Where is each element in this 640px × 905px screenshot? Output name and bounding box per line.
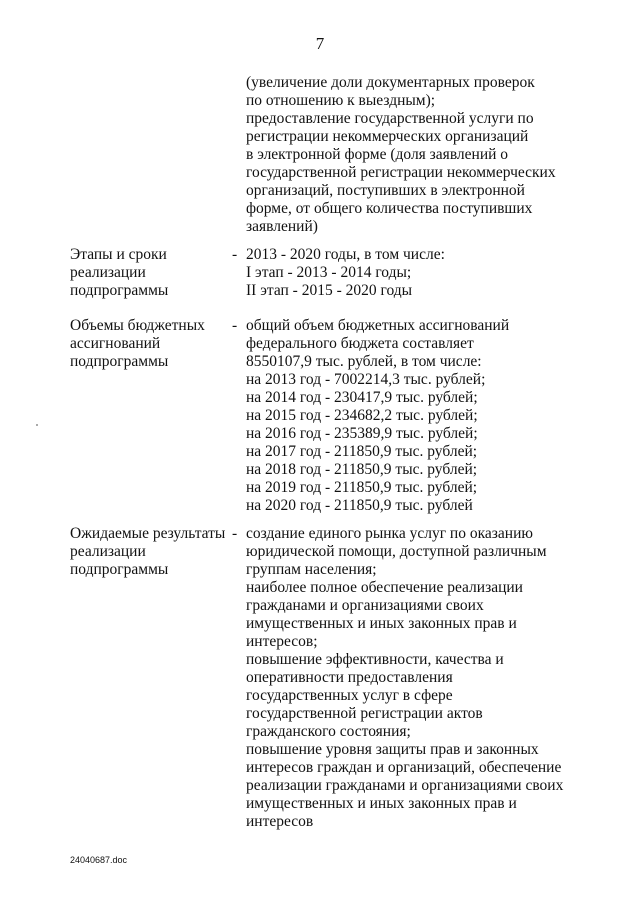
intro-line: форме, от общего количества поступивших [246,200,533,217]
section-label-line: подпрограммы [70,561,169,578]
section-value-line: юридической помощи, доступной различным [246,543,547,560]
section-value-line: на 2020 год - 211850,9 тыс. рублей [246,497,473,514]
section-value-line: интересов [246,813,314,830]
section-value-line: на 2017 год - 211850,9 тыс. рублей; [246,443,478,460]
section-label-line: ассигнований [70,335,161,352]
section-value-line: повышение эффективности, качества и [246,651,504,668]
section-value-line: на 2015 год - 234682,2 тыс. рублей; [246,407,478,424]
section-value-line: группам населения; [246,561,377,578]
footer-filename: 24040687.doc [70,855,128,865]
section-value-line: гражданского состояния; [246,723,411,740]
section-value-line: общий объем бюджетных ассигнований [246,317,510,334]
section-label-line: подпрограммы [70,353,169,370]
section-value-line: II этап - 2015 - 2020 годы [246,282,413,299]
section-value-line: на 2013 год - 7002214,3 тыс. рублей; [246,371,486,388]
section-value-line: интересов граждан и организаций, обеспечение [246,759,562,776]
intro-line: организаций, поступивших в электронной [246,182,525,199]
intro-line: предоставление государственной услуги по [246,110,534,127]
section-label-line: реализации [70,543,146,560]
section-label-line: реализации [70,264,146,281]
intro-line: по отношению к выездным); [246,92,436,109]
section-value-line: государственных услуг в сфере [246,687,453,704]
section-value-line: гражданами и организациями своих [246,597,484,614]
section-value-line: наиболее полное обеспечение реализации [246,579,523,596]
intro-line: заявлений) [246,218,318,235]
section-value-line: имущественных и иных законных прав и [246,795,517,812]
intro-line: государственной регистрации некоммерческих [246,164,556,181]
section-value-line: на 2018 год - 211850,9 тыс. рублей; [246,461,478,478]
section-dash: - [232,246,238,263]
intro-line: регистрации некоммерческих организаций [246,128,529,145]
section-label-line: подпрограммы [70,282,169,299]
section-value-line: государственной регистрации актов [246,705,483,722]
section-value-line: создание единого рынка услуг по оказанию [246,525,533,542]
section-value-line: интересов; [246,633,318,650]
page-number: 7 [315,34,325,53]
section-value-line: реализации гражданами и организациями своих [246,777,564,794]
section-value-line: I этап - 2013 - 2014 годы; [246,264,412,281]
section-label-line: Объемы бюджетных [70,317,205,334]
intro-line: в электронной форме (доля заявлений о [246,146,509,163]
section-value-line: на 2019 год - 211850,9 тыс. рублей; [246,479,478,496]
scan-speck [36,424,38,426]
section-value-line: повышение уровня защиты прав и законных [246,741,539,758]
section-value-line: на 2014 год - 230417,9 тыс. рублей; [246,389,478,406]
intro-line: (увеличение доли документарных проверок [246,74,535,91]
section-value-line: оперативности предоставления [246,669,453,686]
section-value-line: федерального бюджета составляет [246,335,474,352]
section-value-line: имущественных и иных законных прав и [246,615,517,632]
section-label-line: Ожидаемые результаты [70,525,226,542]
section-value-line: на 2016 год - 235389,9 тыс. рублей; [246,425,478,442]
section-value-line: 2013 - 2020 годы, в том числе: [246,246,445,263]
section-label-line: Этапы и сроки [70,246,167,263]
section-dash: - [232,317,238,334]
section-dash: - [232,525,238,542]
section-value-line: 8550107,9 тыс. рублей, в том числе: [246,353,482,370]
